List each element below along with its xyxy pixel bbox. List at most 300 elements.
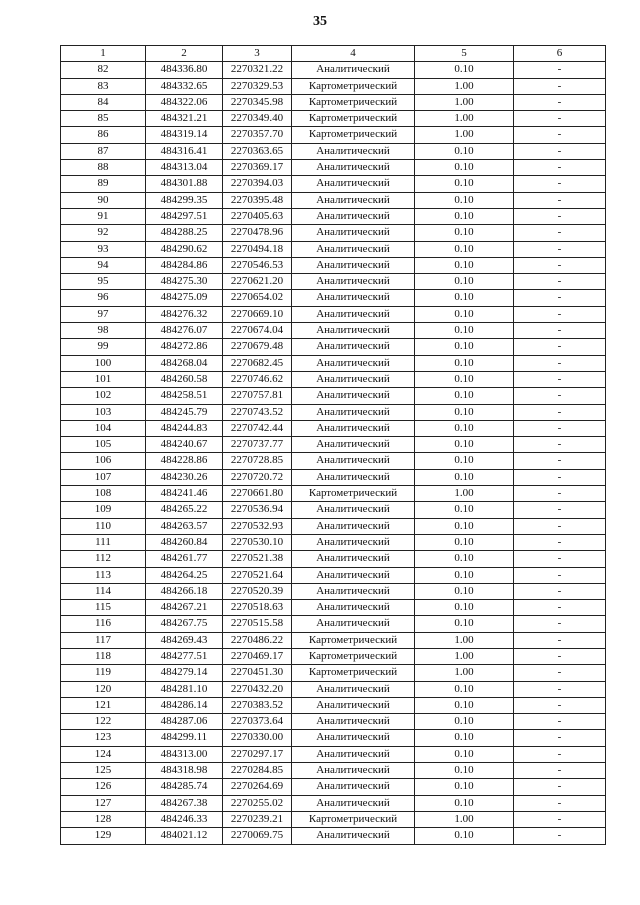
table-row (61, 583, 606, 599)
method-cell: Аналитический (292, 600, 415, 616)
accuracy-cell: 0.10 (415, 388, 514, 404)
y-coordinate-cell: 2270743.52 (223, 404, 292, 420)
x-coordinate-cell: 484297.51 (146, 208, 223, 224)
point-number-cell: 86 (61, 127, 146, 143)
method-cell: Аналитический (292, 469, 415, 485)
y-coordinate-cell: 2270349.40 (223, 111, 292, 127)
note-cell: - (514, 225, 606, 241)
point-number-cell: 108 (61, 486, 146, 502)
x-coordinate-cell: 484245.79 (146, 404, 223, 420)
method-cell: Аналитический (292, 518, 415, 534)
y-coordinate-cell: 2270284.85 (223, 763, 292, 779)
note-cell: - (514, 502, 606, 518)
point-number-cell: 94 (61, 257, 146, 273)
accuracy-cell: 0.10 (415, 600, 514, 616)
y-coordinate-cell: 2270654.02 (223, 290, 292, 306)
accuracy-cell: 1.00 (415, 94, 514, 110)
method-cell: Аналитический (292, 746, 415, 762)
table-row (61, 779, 606, 795)
accuracy-cell: 0.10 (415, 779, 514, 795)
note-cell: - (514, 583, 606, 599)
table-row (61, 290, 606, 306)
accuracy-cell: 0.10 (415, 453, 514, 469)
table-row (61, 160, 606, 176)
method-cell: Аналитический (292, 160, 415, 176)
point-number-cell: 119 (61, 665, 146, 681)
x-coordinate-cell: 484230.26 (146, 469, 223, 485)
note-cell: - (514, 795, 606, 811)
table-row (61, 420, 606, 436)
method-cell: Картометрический (292, 632, 415, 648)
y-coordinate-cell: 2270518.63 (223, 600, 292, 616)
table-row (61, 486, 606, 502)
y-coordinate-cell: 2270720.72 (223, 469, 292, 485)
method-cell: Аналитический (292, 241, 415, 257)
point-number-cell: 109 (61, 502, 146, 518)
x-coordinate-cell: 484319.14 (146, 127, 223, 143)
accuracy-cell: 0.10 (415, 192, 514, 208)
x-coordinate-cell: 484264.25 (146, 567, 223, 583)
y-coordinate-cell: 2270255.02 (223, 795, 292, 811)
method-cell: Аналитический (292, 534, 415, 550)
table-row (61, 632, 606, 648)
x-coordinate-cell: 484336.80 (146, 62, 223, 78)
accuracy-cell: 0.10 (415, 583, 514, 599)
x-coordinate-cell: 484313.00 (146, 746, 223, 762)
y-coordinate-cell: 2270494.18 (223, 241, 292, 257)
accuracy-cell: 0.10 (415, 371, 514, 387)
method-cell: Аналитический (292, 225, 415, 241)
accuracy-cell: 1.00 (415, 665, 514, 681)
method-cell: Картометрический (292, 78, 415, 94)
method-cell: Аналитический (292, 583, 415, 599)
table-row (61, 616, 606, 632)
accuracy-cell: 0.10 (415, 257, 514, 273)
x-coordinate-cell: 484265.22 (146, 502, 223, 518)
point-number-cell: 125 (61, 763, 146, 779)
method-cell: Аналитический (292, 420, 415, 436)
table-row (61, 127, 606, 143)
table-row (61, 371, 606, 387)
x-coordinate-cell: 484277.51 (146, 648, 223, 664)
page-number: 35 (313, 14, 327, 29)
table-row (61, 323, 606, 339)
x-coordinate-cell: 484290.62 (146, 241, 223, 257)
y-coordinate-cell: 2270357.70 (223, 127, 292, 143)
accuracy-cell: 1.00 (415, 486, 514, 502)
note-cell: - (514, 534, 606, 550)
point-number-cell: 114 (61, 583, 146, 599)
method-cell: Аналитический (292, 616, 415, 632)
note-cell: - (514, 127, 606, 143)
note-cell: - (514, 111, 606, 127)
y-coordinate-cell: 2270546.53 (223, 257, 292, 273)
method-cell: Аналитический (292, 828, 415, 844)
point-number-cell: 122 (61, 714, 146, 730)
point-number-cell: 84 (61, 94, 146, 110)
accuracy-cell: 0.10 (415, 551, 514, 567)
accuracy-cell: 1.00 (415, 127, 514, 143)
point-number-cell: 100 (61, 355, 146, 371)
x-coordinate-cell: 484240.67 (146, 437, 223, 453)
accuracy-cell: 0.10 (415, 763, 514, 779)
accuracy-cell: 0.10 (415, 502, 514, 518)
note-cell: - (514, 714, 606, 730)
table-row (61, 453, 606, 469)
y-coordinate-cell: 2270521.64 (223, 567, 292, 583)
point-number-cell: 103 (61, 404, 146, 420)
point-number-cell: 95 (61, 274, 146, 290)
table-row (61, 143, 606, 159)
y-coordinate-cell: 2270394.03 (223, 176, 292, 192)
method-cell: Аналитический (292, 502, 415, 518)
point-number-cell: 82 (61, 62, 146, 78)
y-coordinate-cell: 2270321.22 (223, 62, 292, 78)
note-cell: - (514, 404, 606, 420)
method-cell: Аналитический (292, 274, 415, 290)
point-number-cell: 102 (61, 388, 146, 404)
y-coordinate-cell: 2270530.10 (223, 534, 292, 550)
point-number-cell: 85 (61, 111, 146, 127)
accuracy-cell: 0.10 (415, 404, 514, 420)
point-number-cell: 92 (61, 225, 146, 241)
accuracy-cell: 1.00 (415, 648, 514, 664)
x-coordinate-cell: 484276.32 (146, 306, 223, 322)
note-cell: - (514, 241, 606, 257)
method-cell: Картометрический (292, 648, 415, 664)
note-cell: - (514, 94, 606, 110)
x-coordinate-cell: 484275.09 (146, 290, 223, 306)
method-cell: Картометрический (292, 486, 415, 502)
point-number-cell: 89 (61, 176, 146, 192)
accuracy-cell: 0.10 (415, 62, 514, 78)
point-number-cell: 107 (61, 469, 146, 485)
x-coordinate-cell: 484269.43 (146, 632, 223, 648)
y-coordinate-cell: 2270345.98 (223, 94, 292, 110)
table-row (61, 257, 606, 273)
accuracy-cell: 0.10 (415, 290, 514, 306)
method-cell: Аналитический (292, 323, 415, 339)
accuracy-cell: 0.10 (415, 355, 514, 371)
point-number-cell: 112 (61, 551, 146, 567)
point-number-cell: 91 (61, 208, 146, 224)
x-coordinate-cell: 484228.86 (146, 453, 223, 469)
method-cell: Аналитический (292, 730, 415, 746)
table-row (61, 746, 606, 762)
accuracy-cell: 1.00 (415, 632, 514, 648)
method-cell: Аналитический (292, 306, 415, 322)
note-cell: - (514, 420, 606, 436)
x-coordinate-cell: 484241.46 (146, 486, 223, 502)
note-cell: - (514, 811, 606, 827)
y-coordinate-cell: 2270297.17 (223, 746, 292, 762)
point-number-cell: 96 (61, 290, 146, 306)
y-coordinate-cell: 2270395.48 (223, 192, 292, 208)
table-row (61, 355, 606, 371)
x-coordinate-cell: 484267.38 (146, 795, 223, 811)
x-coordinate-cell: 484322.06 (146, 94, 223, 110)
table-row (61, 306, 606, 322)
accuracy-cell: 0.10 (415, 616, 514, 632)
point-number-cell: 90 (61, 192, 146, 208)
method-cell: Аналитический (292, 62, 415, 78)
accuracy-cell: 0.10 (415, 241, 514, 257)
y-coordinate-cell: 2270069.75 (223, 828, 292, 844)
note-cell: - (514, 763, 606, 779)
note-cell: - (514, 388, 606, 404)
point-number-cell: 129 (61, 828, 146, 844)
accuracy-cell: 0.10 (415, 208, 514, 224)
x-coordinate-cell: 484258.51 (146, 388, 223, 404)
y-coordinate-cell: 2270478.96 (223, 225, 292, 241)
table-row (61, 665, 606, 681)
table-row (61, 176, 606, 192)
note-cell: - (514, 290, 606, 306)
x-coordinate-cell: 484284.86 (146, 257, 223, 273)
x-coordinate-cell: 484246.33 (146, 811, 223, 827)
x-coordinate-cell: 484286.14 (146, 697, 223, 713)
note-cell: - (514, 730, 606, 746)
method-cell: Аналитический (292, 355, 415, 371)
y-coordinate-cell: 2270520.39 (223, 583, 292, 599)
point-number-cell: 104 (61, 420, 146, 436)
point-number-cell: 106 (61, 453, 146, 469)
table-row (61, 274, 606, 290)
accuracy-cell: 0.10 (415, 420, 514, 436)
y-coordinate-cell: 2270486.22 (223, 632, 292, 648)
y-coordinate-cell: 2270682.45 (223, 355, 292, 371)
point-number-cell: 111 (61, 534, 146, 550)
coordinates-table (60, 45, 606, 845)
x-coordinate-cell: 484318.98 (146, 763, 223, 779)
point-number-cell: 97 (61, 306, 146, 322)
method-cell: Аналитический (292, 388, 415, 404)
note-cell: - (514, 323, 606, 339)
x-coordinate-cell: 484313.04 (146, 160, 223, 176)
method-cell: Аналитический (292, 257, 415, 273)
note-cell: - (514, 355, 606, 371)
method-cell: Картометрический (292, 811, 415, 827)
note-cell: - (514, 665, 606, 681)
note-cell: - (514, 306, 606, 322)
note-cell: - (514, 697, 606, 713)
method-cell: Аналитический (292, 681, 415, 697)
method-cell: Аналитический (292, 176, 415, 192)
point-number-cell: 116 (61, 616, 146, 632)
x-coordinate-cell: 484288.25 (146, 225, 223, 241)
table-row (61, 437, 606, 453)
table-row (61, 241, 606, 257)
table-row (61, 469, 606, 485)
point-number-cell: 126 (61, 779, 146, 795)
note-cell: - (514, 567, 606, 583)
method-cell: Картометрический (292, 127, 415, 143)
y-coordinate-cell: 2270679.48 (223, 339, 292, 355)
note-cell: - (514, 746, 606, 762)
table-row (61, 534, 606, 550)
column-header: 1 (61, 46, 146, 62)
x-coordinate-cell: 484281.10 (146, 681, 223, 697)
column-header: 2 (146, 46, 223, 62)
y-coordinate-cell: 2270536.94 (223, 502, 292, 518)
y-coordinate-cell: 2270737.77 (223, 437, 292, 453)
accuracy-cell: 0.10 (415, 469, 514, 485)
table-row (61, 225, 606, 241)
note-cell: - (514, 616, 606, 632)
accuracy-cell: 0.10 (415, 795, 514, 811)
y-coordinate-cell: 2270521.38 (223, 551, 292, 567)
accuracy-cell: 0.10 (415, 274, 514, 290)
y-coordinate-cell: 2270621.20 (223, 274, 292, 290)
accuracy-cell: 0.10 (415, 323, 514, 339)
accuracy-cell: 0.10 (415, 160, 514, 176)
y-coordinate-cell: 2270383.52 (223, 697, 292, 713)
point-number-cell: 110 (61, 518, 146, 534)
y-coordinate-cell: 2270515.58 (223, 616, 292, 632)
method-cell: Аналитический (292, 290, 415, 306)
table-row (61, 551, 606, 567)
accuracy-cell: 0.10 (415, 143, 514, 159)
point-number-cell: 113 (61, 567, 146, 583)
method-cell: Аналитический (292, 714, 415, 730)
method-cell: Аналитический (292, 143, 415, 159)
x-coordinate-cell: 484260.84 (146, 534, 223, 550)
table-body (61, 62, 606, 844)
note-cell: - (514, 339, 606, 355)
x-coordinate-cell: 484261.77 (146, 551, 223, 567)
x-coordinate-cell: 484244.83 (146, 420, 223, 436)
point-number-cell: 87 (61, 143, 146, 159)
y-coordinate-cell: 2270264.69 (223, 779, 292, 795)
accuracy-cell: 0.10 (415, 567, 514, 583)
method-cell: Аналитический (292, 208, 415, 224)
accuracy-cell: 0.10 (415, 697, 514, 713)
point-number-cell: 128 (61, 811, 146, 827)
x-coordinate-cell: 484267.21 (146, 600, 223, 616)
x-coordinate-cell: 484279.14 (146, 665, 223, 681)
accuracy-cell: 0.10 (415, 534, 514, 550)
point-number-cell: 98 (61, 323, 146, 339)
x-coordinate-cell: 484021.12 (146, 828, 223, 844)
table-row (61, 697, 606, 713)
accuracy-cell: 1.00 (415, 811, 514, 827)
accuracy-cell: 0.10 (415, 518, 514, 534)
column-header: 6 (514, 46, 606, 62)
note-cell: - (514, 176, 606, 192)
y-coordinate-cell: 2270674.04 (223, 323, 292, 339)
y-coordinate-cell: 2270329.53 (223, 78, 292, 94)
method-cell: Картометрический (292, 665, 415, 681)
y-coordinate-cell: 2270469.17 (223, 648, 292, 664)
column-header: 5 (415, 46, 514, 62)
x-coordinate-cell: 484299.35 (146, 192, 223, 208)
note-cell: - (514, 648, 606, 664)
note-cell: - (514, 518, 606, 534)
table-row (61, 648, 606, 664)
point-number-cell: 127 (61, 795, 146, 811)
note-cell: - (514, 632, 606, 648)
x-coordinate-cell: 484260.58 (146, 371, 223, 387)
x-coordinate-cell: 484332.65 (146, 78, 223, 94)
x-coordinate-cell: 484266.18 (146, 583, 223, 599)
note-cell: - (514, 257, 606, 273)
x-coordinate-cell: 484263.57 (146, 518, 223, 534)
accuracy-cell: 0.10 (415, 339, 514, 355)
accuracy-cell: 0.10 (415, 681, 514, 697)
y-coordinate-cell: 2270363.65 (223, 143, 292, 159)
y-coordinate-cell: 2270330.00 (223, 730, 292, 746)
y-coordinate-cell: 2270405.63 (223, 208, 292, 224)
method-cell: Аналитический (292, 795, 415, 811)
table-row (61, 714, 606, 730)
y-coordinate-cell: 2270669.10 (223, 306, 292, 322)
note-cell: - (514, 160, 606, 176)
accuracy-cell: 0.10 (415, 437, 514, 453)
note-cell: - (514, 600, 606, 616)
table-row (61, 94, 606, 110)
note-cell: - (514, 469, 606, 485)
method-cell: Аналитический (292, 339, 415, 355)
note-cell: - (514, 681, 606, 697)
note-cell: - (514, 551, 606, 567)
table-row (61, 388, 606, 404)
method-cell: Аналитический (292, 192, 415, 208)
accuracy-cell: 1.00 (415, 111, 514, 127)
table-row (61, 567, 606, 583)
y-coordinate-cell: 2270742.44 (223, 420, 292, 436)
method-cell: Картометрический (292, 111, 415, 127)
x-coordinate-cell: 484285.74 (146, 779, 223, 795)
table-row (61, 600, 606, 616)
y-coordinate-cell: 2270432.20 (223, 681, 292, 697)
accuracy-cell: 0.10 (415, 828, 514, 844)
table-row (61, 795, 606, 811)
y-coordinate-cell: 2270373.64 (223, 714, 292, 730)
y-coordinate-cell: 2270451.30 (223, 665, 292, 681)
y-coordinate-cell: 2270728.85 (223, 453, 292, 469)
table-row (61, 192, 606, 208)
method-cell: Картометрический (292, 94, 415, 110)
point-number-cell: 99 (61, 339, 146, 355)
table-row (61, 62, 606, 78)
method-cell: Аналитический (292, 453, 415, 469)
y-coordinate-cell: 2270369.17 (223, 160, 292, 176)
method-cell: Аналитический (292, 404, 415, 420)
method-cell: Аналитический (292, 567, 415, 583)
point-number-cell: 88 (61, 160, 146, 176)
table-row (61, 208, 606, 224)
column-header: 3 (223, 46, 292, 62)
table-row (61, 763, 606, 779)
table-row (61, 811, 606, 827)
note-cell: - (514, 486, 606, 502)
x-coordinate-cell: 484299.11 (146, 730, 223, 746)
x-coordinate-cell: 484316.41 (146, 143, 223, 159)
note-cell: - (514, 62, 606, 78)
table-row (61, 111, 606, 127)
accuracy-cell: 0.10 (415, 306, 514, 322)
accuracy-cell: 0.10 (415, 225, 514, 241)
note-cell: - (514, 371, 606, 387)
accuracy-cell: 0.10 (415, 176, 514, 192)
x-coordinate-cell: 484321.21 (146, 111, 223, 127)
method-cell: Аналитический (292, 763, 415, 779)
method-cell: Аналитический (292, 779, 415, 795)
table-row (61, 730, 606, 746)
accuracy-cell: 1.00 (415, 78, 514, 94)
point-number-cell: 93 (61, 241, 146, 257)
y-coordinate-cell: 2270757.81 (223, 388, 292, 404)
